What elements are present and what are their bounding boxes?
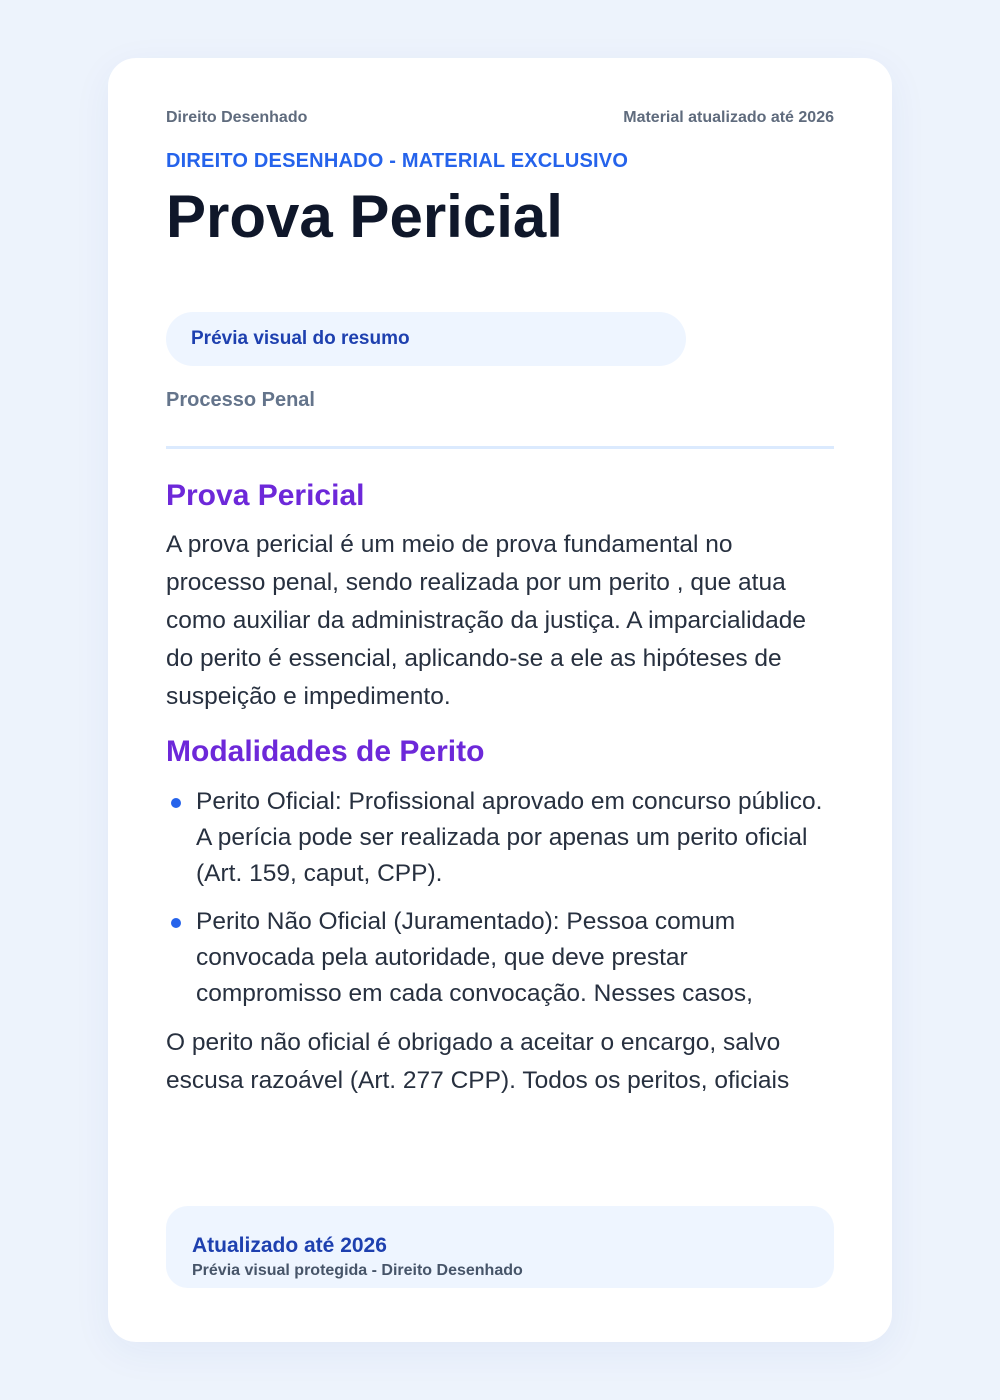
list-item	[166, 784, 834, 892]
list-item-text: Perito Não Oficial (Juramentado): Pessoa comum convocada pela autoridade, que deve prestar compromisso em cada convocação. Nesses casos,	[196, 908, 753, 1007]
section-paragraph: A prova pericial é um meio de prova fundamental no processo penal, sendo realizada por um perito , que atua como auxiliar da administração da justiça. A imparcialidade do perito é essencial, aplicando-se a ele as hipóteses de suspeição e impedimento.	[166, 531, 807, 710]
updated-note: Material atualizado até 2026	[623, 109, 834, 126]
brand-name: Direito Desenhado	[166, 109, 308, 126]
bullet-icon	[171, 798, 181, 808]
continuation-paragraph: O perito não oficial é obrigado a aceitar o encargo, salvo escusa razoável (Art. 277 CPP). Todos os peritos, oficiais	[166, 1029, 790, 1094]
preview-pill: Prévia visual do resumo	[166, 312, 686, 366]
subject-label: Processo Penal	[166, 389, 315, 411]
section-heading-prova-pericial: Prova Pericial	[166, 479, 365, 512]
modalidades-list	[166, 784, 834, 1012]
summary-content	[166, 476, 834, 1106]
list-item	[166, 904, 834, 1012]
list-item-text: Perito Oficial: Profissional aprovado em concurso público. A perícia pode ser realizada por apenas um perito oficial (Art. 159, caput, CPP).	[196, 788, 823, 887]
document-card	[108, 58, 892, 1342]
section-heading-modalidades: Modalidades de Perito	[166, 735, 485, 768]
divider	[166, 446, 834, 449]
footer-subtitle: Prévia visual protegida - Direito Desenhado	[192, 1262, 523, 1279]
footer-title: Atualizado até 2026	[192, 1234, 387, 1257]
bullet-icon	[171, 918, 181, 928]
top-bar	[166, 109, 834, 127]
footer-box	[166, 1206, 834, 1288]
kicker-label: DIREITO DESENHADO - MATERIAL EXCLUSIVO	[166, 150, 629, 172]
page-title: Prova Pericial	[166, 183, 563, 250]
